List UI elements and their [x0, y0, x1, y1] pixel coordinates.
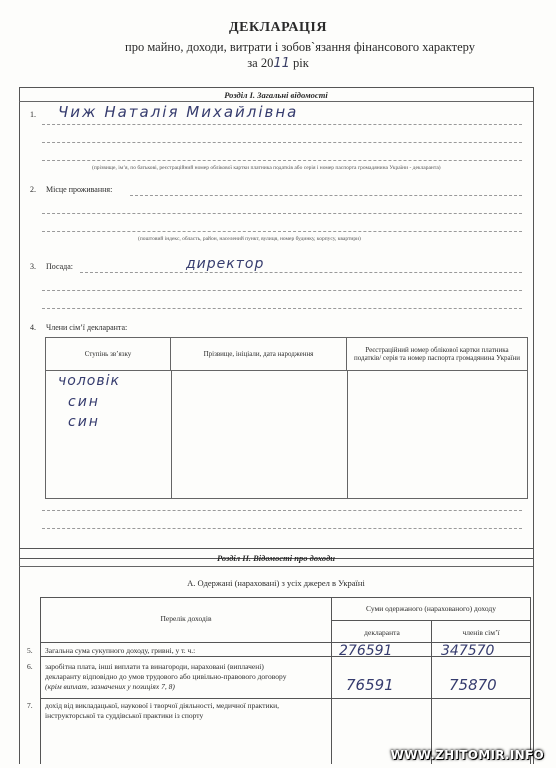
year-suffix: рік — [293, 56, 309, 70]
divider — [19, 101, 533, 102]
dotted-line — [42, 231, 522, 232]
row-5-declarant-value: 276591 — [339, 643, 393, 659]
row-5-family-value: 347570 — [441, 643, 495, 659]
row-7-number: 7. — [27, 701, 33, 710]
table-col-divider — [331, 598, 332, 764]
item-2-caption: (поштовий індекс, область, район, населений пункт, вулиця, номер будинку, корпусу, квартири) — [138, 236, 361, 242]
site-watermark: WWW.ZHITOMIR.INFO — [390, 748, 544, 762]
year-prefix: за 20 — [247, 56, 274, 70]
column-header-name: Прізвище, ініціали, дата народження — [171, 338, 347, 370]
row-6-number: 6. — [27, 662, 33, 671]
document-subtitle: про майно, доходи, витрати і зобов`язання фінансового характеру — [125, 40, 475, 54]
dotted-line — [42, 510, 522, 511]
row-7-text-2: інструкторської та суддівської практики із спорту — [45, 711, 204, 720]
column-header-income-type: Перелік доходів — [160, 614, 212, 623]
document-title: ДЕКЛАРАЦІЯ — [229, 20, 327, 35]
dotted-line — [42, 308, 522, 309]
dotted-line — [42, 160, 522, 161]
dotted-line — [42, 290, 522, 291]
row-5-number: 5. — [27, 646, 33, 655]
item-1-number: 1. — [30, 110, 36, 119]
family-members-table — [45, 337, 528, 499]
row-6-declarant-value: 76591 — [346, 676, 394, 694]
dotted-line — [42, 213, 522, 214]
table-row-divider — [46, 370, 527, 371]
position-handwritten: директор — [186, 256, 265, 272]
item-4-number: 4. — [30, 323, 36, 332]
row-6-family-value: 75870 — [449, 676, 497, 694]
section-2a-heading: А. Одержані (нараховані) з усіх джерел в Україні — [187, 578, 365, 588]
column-header-tax-id: Реєстраційний номер облікової картки платника податків/ серія та номер паспорта громадянина України — [353, 346, 521, 362]
dotted-line — [42, 528, 522, 529]
item-1-caption: (прізвище, ім’я, по батькові, реєстраційний номер облікової картки платника податків або серія і номер паспорта громадянина України - декларанта) — [92, 165, 441, 171]
dotted-line — [130, 195, 522, 196]
year-line — [0, 56, 556, 71]
row-6-text-3: (крім виплат, зазначених у позиціях 7, 8) — [45, 682, 175, 691]
table-col-divider — [171, 370, 172, 498]
column-header-family: членів сім’ї — [462, 628, 500, 637]
column-header-declarant: декларанта — [364, 628, 400, 637]
row-7-text-1: дохід від викладацької, наукової і творчої діяльності, медичної практики, — [45, 701, 280, 710]
relation-1-handwritten: чоловік — [58, 373, 120, 389]
section-1-heading: Розділ I. Загальні відомості — [224, 90, 328, 100]
item-2-number: 2. — [30, 185, 36, 194]
column-header-income-sums: Суми одержаного (нарахованого) доходу — [366, 604, 496, 613]
dotted-line — [80, 272, 522, 273]
item-3-label: Посада: — [46, 262, 74, 271]
relation-3-handwritten: син — [68, 414, 100, 430]
divider — [19, 566, 533, 567]
item-2-label: Місце проживання: — [46, 185, 113, 194]
year-handwritten: 11 — [273, 56, 290, 71]
table-col-divider — [347, 370, 348, 498]
dotted-line — [42, 124, 522, 125]
item-4-label: Члени сім’ї декларанта: — [46, 323, 128, 332]
relation-2-handwritten: син — [68, 394, 100, 410]
table-row-divider — [331, 620, 530, 621]
item-3-number: 3. — [30, 262, 36, 271]
row-6-text-2: декларанту відповідно до умов трудового або цивільно-правового договору — [45, 672, 287, 681]
declarant-name-handwritten: Чиж Наталія Михайлівна — [58, 103, 299, 121]
table-row-divider — [41, 698, 530, 699]
dotted-line — [42, 142, 522, 143]
column-header-relation: Ступінь зв’язку — [46, 338, 171, 370]
row-6-text-1: заробітна плата, інші виплати та винагороди, нараховані (виплачені) — [45, 662, 264, 671]
section-2-heading: Розділ II. Відомості про доходи — [216, 553, 336, 563]
row-5-text: Загальна сума сукупного доходу, гривні, у т. ч.: — [45, 646, 196, 655]
